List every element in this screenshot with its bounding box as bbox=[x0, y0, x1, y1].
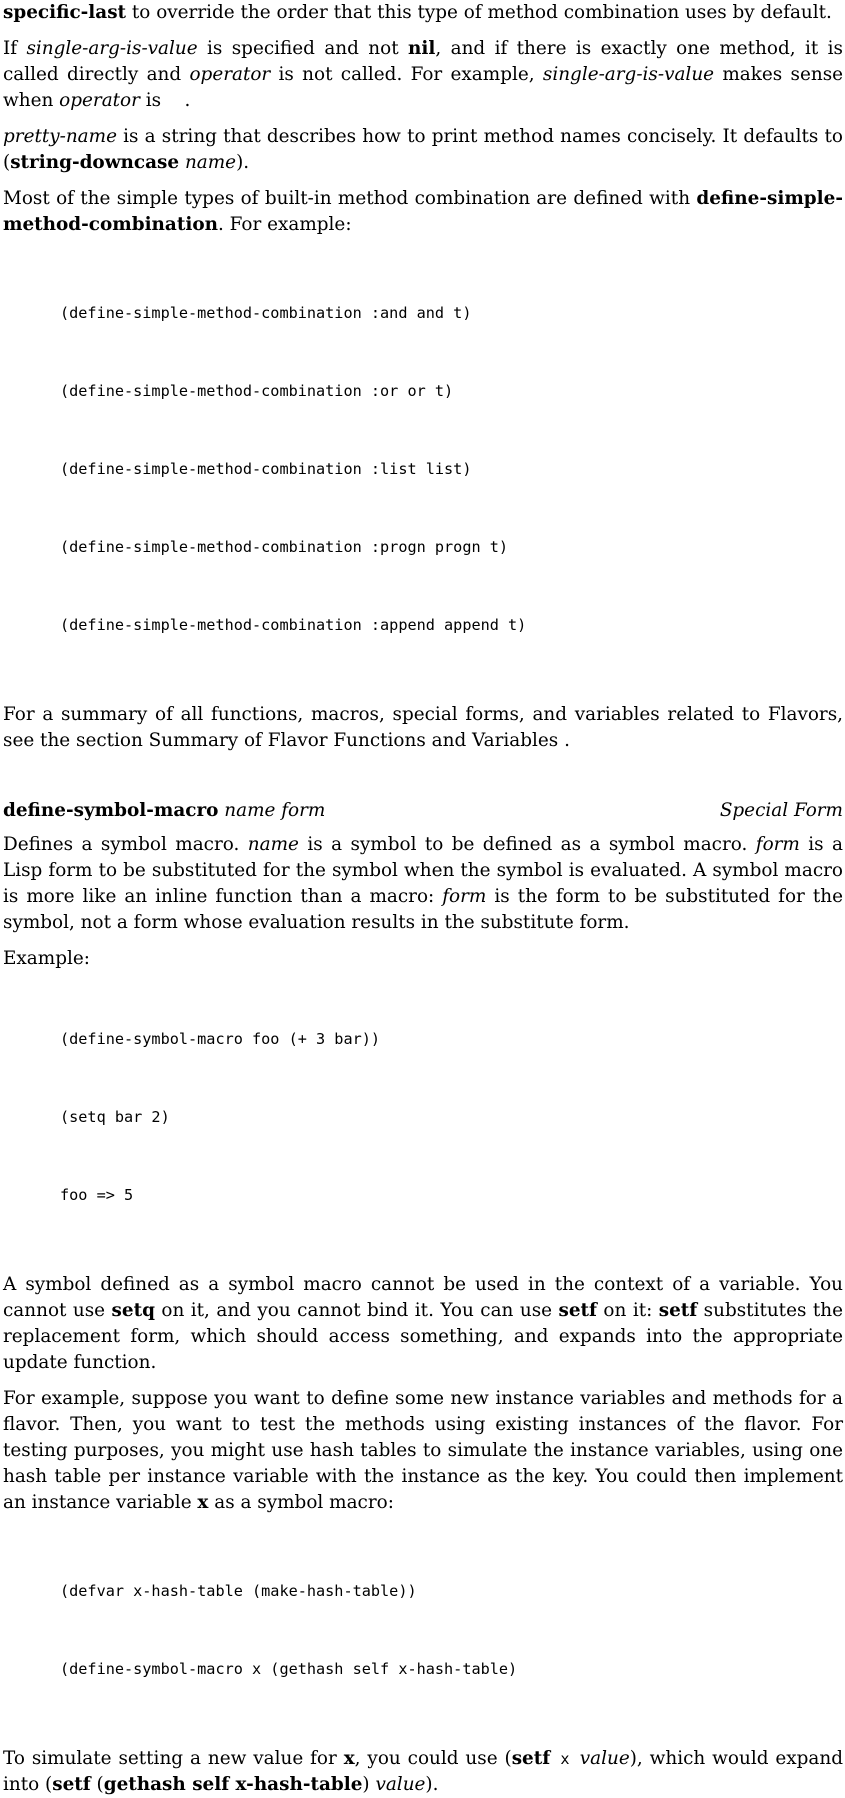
paragraph-hash-table-example: For example, suppose you want to define some new instance variables and methods for a flavor. Then, you want to test the methods using existing instances of the flavor. For testing purposes, you might use hash tables to simulate the instance variables, using one hash table per instance variable with the instance as the key. You could then implement an instance variable x as a symbol macro: bbox=[3, 1388, 843, 1513]
code-line: foo => 5 bbox=[60, 1186, 134, 1204]
definition-args: name form bbox=[218, 800, 326, 821]
paragraph-simulate-setting: To simulate setting a new value for x, you could use (setf x value), which would expand into (setf (gethash self x-hash-table) value). bbox=[3, 1748, 844, 1795]
code-line: (defvar x-hash-table (make-hash-table)) bbox=[60, 1582, 417, 1600]
code-line: (define-simple-method-combination :or or t) bbox=[60, 382, 454, 400]
code-line: (define-symbol-macro x (gethash self x-hash-table) bbox=[60, 1660, 518, 1678]
code-line: (define-simple-method-combination :progn progn t) bbox=[60, 538, 509, 556]
code-line: (define-simple-method-combination :and and t) bbox=[60, 304, 472, 322]
code-line: (define-simple-method-combination :append append t) bbox=[60, 616, 527, 634]
paragraph-specific-last: specific-last to override the order that this type of method combination uses by default. bbox=[3, 2, 832, 23]
paragraph-pretty-name: pretty-name is a string that describes how to print method names concisely. It defaults to (string-downcase name). bbox=[3, 126, 843, 173]
definition-signature bbox=[3, 798, 325, 824]
paragraph-defines-symbol-macro: Defines a symbol macro. name is a symbol to be defined as a symbol macro. form is a Lisp form to be substituted for the symbol when the symbol is evaluated. A symbol macro is more like an inline function than a macro: form is the form to be substituted for the symbol, not a form whose evaluation results in the substitute form. bbox=[3, 834, 843, 933]
code-block-simple-method-combination bbox=[60, 248, 843, 690]
paragraph-example-label: Example: bbox=[3, 948, 90, 969]
code-block-hash-table bbox=[60, 1526, 843, 1734]
code-line: (define-symbol-macro foo (+ 3 bar)) bbox=[60, 1030, 381, 1048]
code-line: (define-simple-method-combination :list list) bbox=[60, 460, 472, 478]
paragraph-single-arg-is-value: If single-arg-is-value is specified and not nil, and if there is exactly one method, it is called directly and operator is not called. For example, single-arg-is-value makes sense when operator is . bbox=[3, 38, 844, 111]
definition-header bbox=[3, 798, 843, 824]
term-specific-last: specific-last bbox=[3, 2, 127, 23]
paragraph-setq-setf: A symbol defined as a symbol macro cannot be used in the context of a variable. You cannot use setq on it, and you cannot bind it. You can use setf on it: setf substitutes the replacement form, which should access something, and expands into the appropriate update function. bbox=[3, 1274, 843, 1373]
definition-kind: Special Form bbox=[719, 800, 843, 821]
document-page bbox=[3, 0, 843, 1798]
code-line: (setq bar 2) bbox=[60, 1108, 170, 1126]
code-block-symbol-macro-example bbox=[60, 974, 843, 1260]
paragraph-summary-reference: For a summary of all functions, macros, special forms, and variables related to Flavors, see the section Summary of Flavor Functions and Variables . bbox=[3, 704, 843, 751]
paragraph-simple-types: Most of the simple types of built-in method combination are defined with define-simple-method-combination. For example: bbox=[3, 188, 843, 235]
definition-name: define-symbol-macro bbox=[3, 800, 219, 821]
